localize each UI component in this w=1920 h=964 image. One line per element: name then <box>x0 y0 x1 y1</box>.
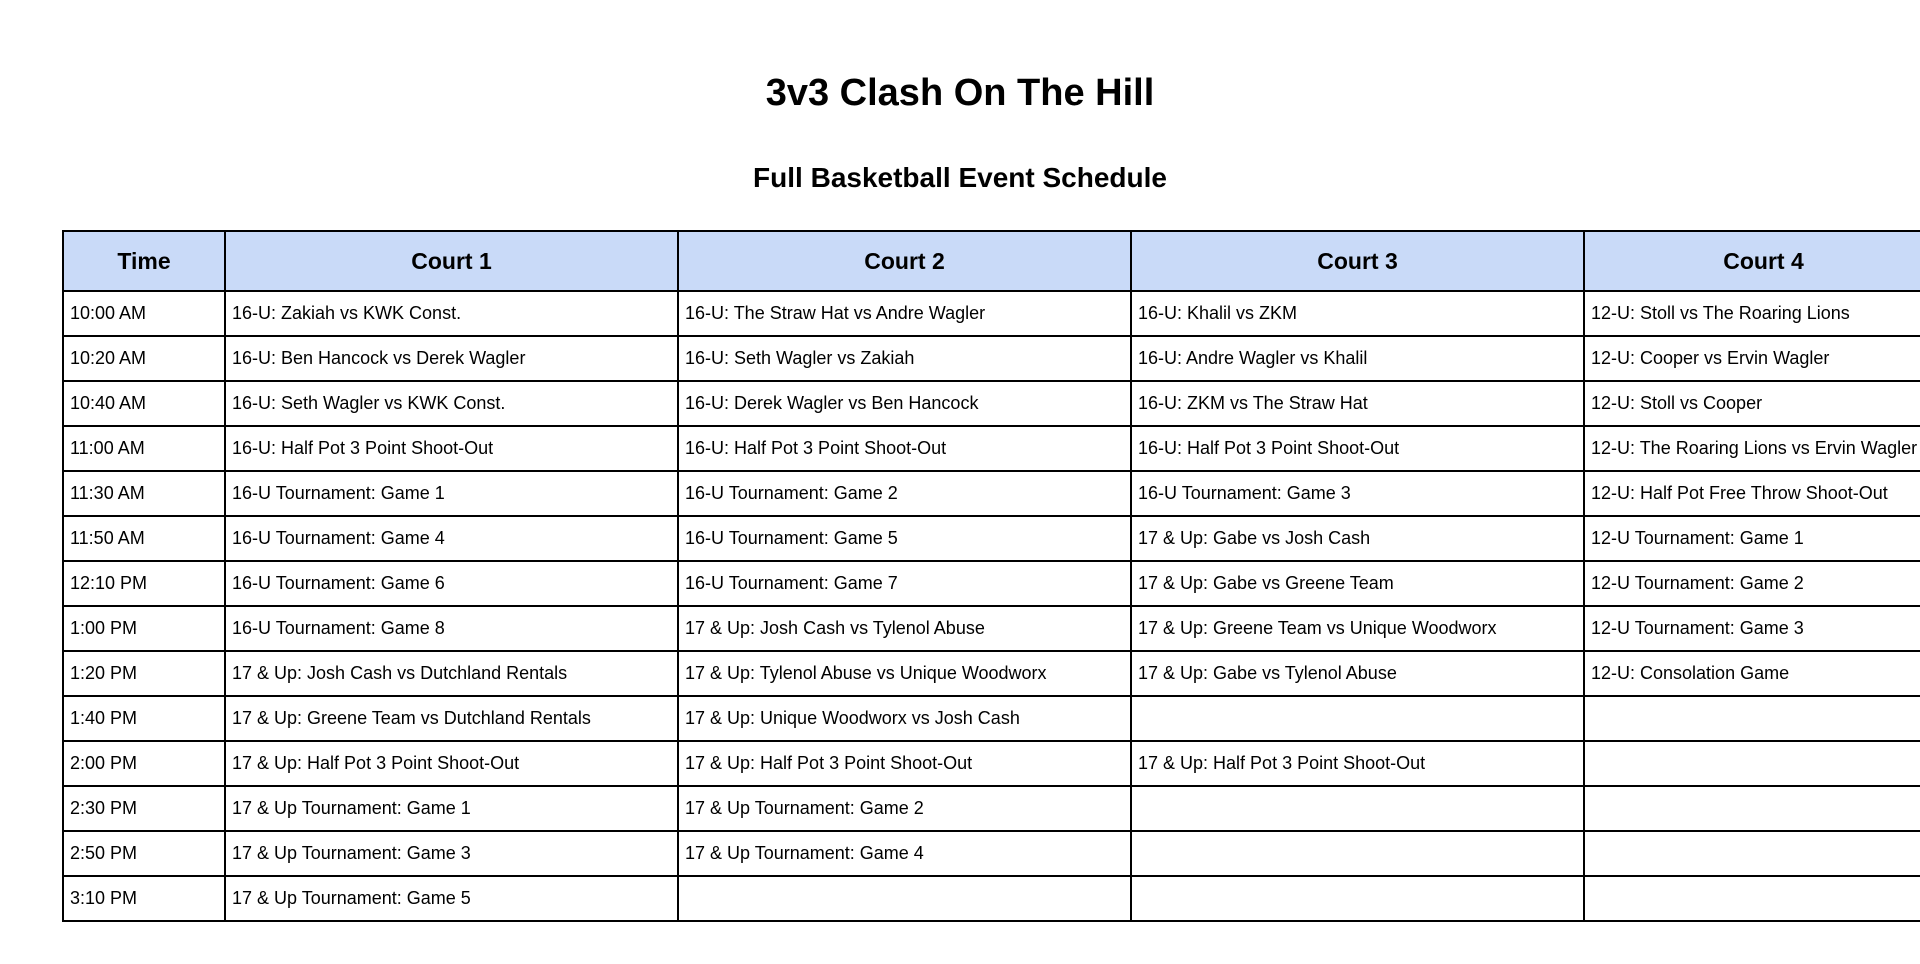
court-4-cell: 12-U: The Roaring Lions vs Ervin Wagler <box>1584 426 1920 471</box>
court-2-cell: 17 & Up: Josh Cash vs Tylenol Abuse <box>678 606 1131 651</box>
court-2-cell: 17 & Up: Unique Woodworx vs Josh Cash <box>678 696 1131 741</box>
header-court-1: Court 1 <box>225 231 678 291</box>
schedule-table <box>62 230 1920 922</box>
document-title: 3v3 Clash On The Hill <box>765 72 1155 114</box>
court-3-cell: 17 & Up: Gabe vs Josh Cash <box>1131 516 1584 561</box>
court-1-cell: 17 & Up Tournament: Game 3 <box>225 831 678 876</box>
table-row <box>63 426 1920 471</box>
court-1-cell: 17 & Up: Josh Cash vs Dutchland Rentals <box>225 651 678 696</box>
court-1-cell: 16-U Tournament: Game 1 <box>225 471 678 516</box>
header-time: Time <box>63 231 225 291</box>
table-row <box>63 336 1920 381</box>
header-court-4: Court 4 <box>1584 231 1920 291</box>
court-1-cell: 17 & Up: Greene Team vs Dutchland Rentals <box>225 696 678 741</box>
time-cell: 2:30 PM <box>63 786 225 831</box>
header-court-2: Court 2 <box>678 231 1131 291</box>
court-2-cell: 17 & Up Tournament: Game 4 <box>678 831 1131 876</box>
court-4-cell <box>1584 876 1920 921</box>
table-header-row <box>63 231 1920 291</box>
court-2-cell: 16-U Tournament: Game 5 <box>678 516 1131 561</box>
court-4-cell: 12-U: Stoll vs The Roaring Lions <box>1584 291 1920 336</box>
time-cell: 1:20 PM <box>63 651 225 696</box>
schedule-table-container <box>62 230 1920 930</box>
court-4-cell <box>1584 696 1920 741</box>
court-3-cell <box>1131 786 1584 831</box>
court-4-cell: 12-U: Stoll vs Cooper <box>1584 381 1920 426</box>
court-2-cell: 16-U: The Straw Hat vs Andre Wagler <box>678 291 1131 336</box>
court-1-cell: 16-U Tournament: Game 8 <box>225 606 678 651</box>
court-1-cell: 17 & Up Tournament: Game 1 <box>225 786 678 831</box>
court-4-cell <box>1584 741 1920 786</box>
time-cell: 12:10 PM <box>63 561 225 606</box>
court-4-cell: 12-U Tournament: Game 1 <box>1584 516 1920 561</box>
time-cell: 1:40 PM <box>63 696 225 741</box>
court-2-cell: 16-U: Half Pot 3 Point Shoot-Out <box>678 426 1131 471</box>
table-row <box>63 696 1920 741</box>
time-cell: 2:00 PM <box>63 741 225 786</box>
court-4-cell: 12-U: Cooper vs Ervin Wagler <box>1584 336 1920 381</box>
court-3-cell <box>1131 696 1584 741</box>
court-2-cell: 17 & Up: Tylenol Abuse vs Unique Woodworx <box>678 651 1131 696</box>
court-4-cell: 12-U Tournament: Game 3 <box>1584 606 1920 651</box>
court-1-cell: 16-U: Seth Wagler vs KWK Const. <box>225 381 678 426</box>
court-3-cell: 16-U: ZKM vs The Straw Hat <box>1131 381 1584 426</box>
court-1-cell: 17 & Up: Half Pot 3 Point Shoot-Out <box>225 741 678 786</box>
time-cell: 1:00 PM <box>63 606 225 651</box>
time-cell: 11:30 AM <box>63 471 225 516</box>
court-3-cell: 17 & Up: Gabe vs Tylenol Abuse <box>1131 651 1584 696</box>
court-3-cell: 16-U: Khalil vs ZKM <box>1131 291 1584 336</box>
court-3-cell: 17 & Up: Half Pot 3 Point Shoot-Out <box>1131 741 1584 786</box>
court-3-cell: 16-U Tournament: Game 3 <box>1131 471 1584 516</box>
court-2-cell: 16-U Tournament: Game 2 <box>678 471 1131 516</box>
court-1-cell: 16-U: Zakiah vs KWK Const. <box>225 291 678 336</box>
court-4-cell <box>1584 831 1920 876</box>
court-1-cell: 16-U Tournament: Game 6 <box>225 561 678 606</box>
court-3-cell: 16-U: Half Pot 3 Point Shoot-Out <box>1131 426 1584 471</box>
court-4-cell: 12-U Tournament: Game 2 <box>1584 561 1920 606</box>
court-4-cell: 12-U: Half Pot Free Throw Shoot-Out <box>1584 471 1920 516</box>
court-3-cell <box>1131 831 1584 876</box>
table-row <box>63 786 1920 831</box>
court-4-cell <box>1584 786 1920 831</box>
court-2-cell <box>678 876 1131 921</box>
court-2-cell: 17 & Up: Half Pot 3 Point Shoot-Out <box>678 741 1131 786</box>
court-1-cell: 17 & Up Tournament: Game 5 <box>225 876 678 921</box>
table-row <box>63 561 1920 606</box>
time-cell: 3:10 PM <box>63 876 225 921</box>
court-4-cell: 12-U: Consolation Game <box>1584 651 1920 696</box>
court-3-cell: 17 & Up: Greene Team vs Unique Woodworx <box>1131 606 1584 651</box>
table-row <box>63 381 1920 426</box>
time-cell: 2:50 PM <box>63 831 225 876</box>
court-3-cell: 17 & Up: Gabe vs Greene Team <box>1131 561 1584 606</box>
table-row <box>63 651 1920 696</box>
court-1-cell: 16-U Tournament: Game 4 <box>225 516 678 561</box>
table-row <box>63 471 1920 516</box>
table-row <box>63 876 1920 921</box>
court-3-cell: 16-U: Andre Wagler vs Khalil <box>1131 336 1584 381</box>
court-1-cell: 16-U: Half Pot 3 Point Shoot-Out <box>225 426 678 471</box>
time-cell: 10:00 AM <box>63 291 225 336</box>
time-cell: 11:50 AM <box>63 516 225 561</box>
court-2-cell: 16-U: Derek Wagler vs Ben Hancock <box>678 381 1131 426</box>
header-court-3: Court 3 <box>1131 231 1584 291</box>
court-1-cell: 16-U: Ben Hancock vs Derek Wagler <box>225 336 678 381</box>
table-row <box>63 291 1920 336</box>
time-cell: 10:40 AM <box>63 381 225 426</box>
court-2-cell: 17 & Up Tournament: Game 2 <box>678 786 1131 831</box>
table-row <box>63 516 1920 561</box>
court-2-cell: 16-U Tournament: Game 7 <box>678 561 1131 606</box>
time-cell: 11:00 AM <box>63 426 225 471</box>
table-row <box>63 831 1920 876</box>
document-subtitle: Full Basketball Event Schedule <box>753 162 1167 193</box>
table-row <box>63 606 1920 651</box>
court-3-cell <box>1131 876 1584 921</box>
court-2-cell: 16-U: Seth Wagler vs Zakiah <box>678 336 1131 381</box>
time-cell: 10:20 AM <box>63 336 225 381</box>
table-row <box>63 741 1920 786</box>
